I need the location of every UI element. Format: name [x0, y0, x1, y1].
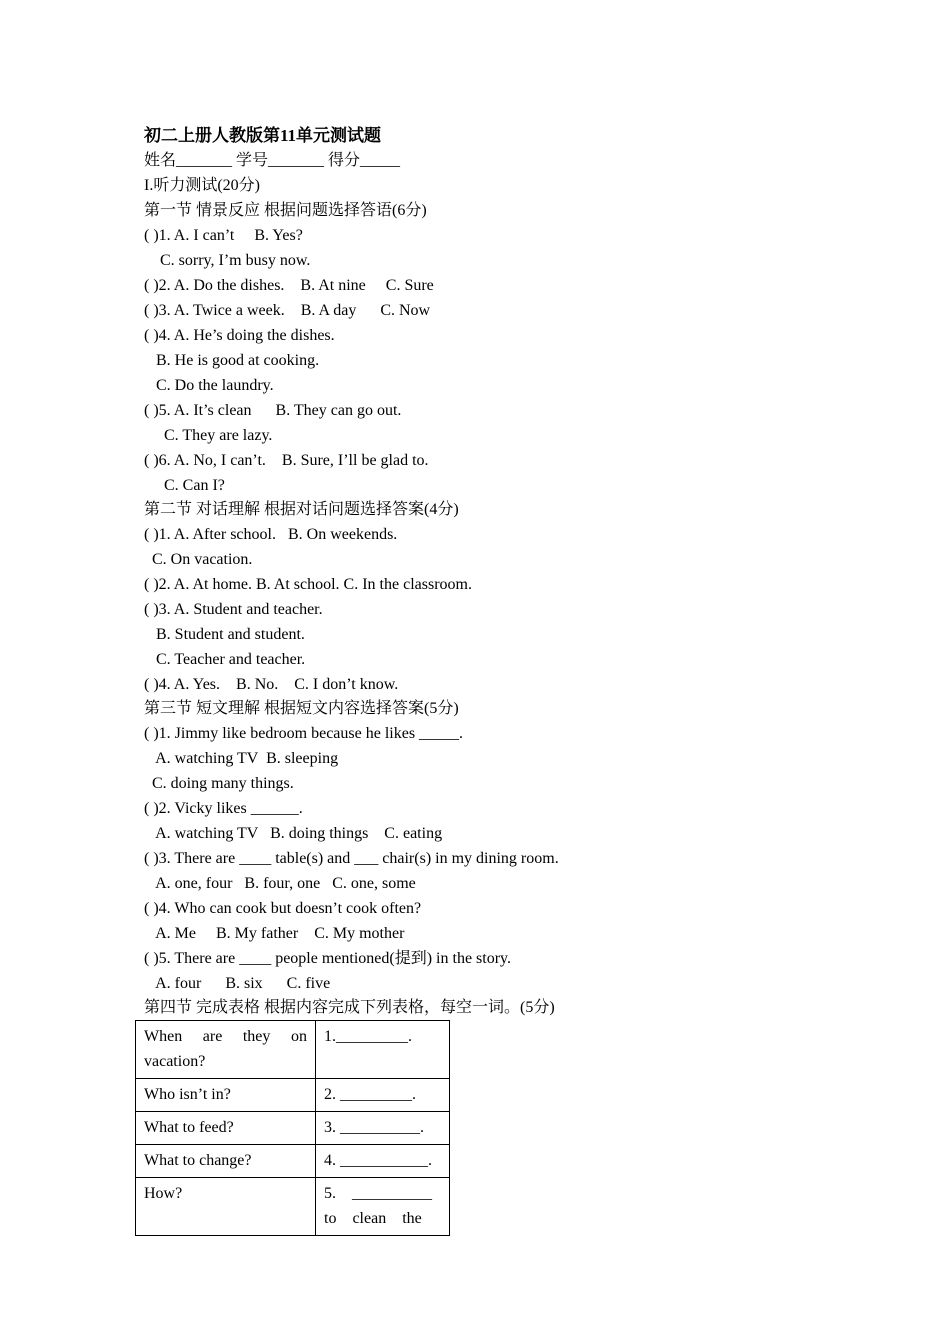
- question-line: ( )3. A. Twice a week. B. A day C. Now: [144, 302, 431, 319]
- question-line: ( )3. A. Student and teacher.: [144, 601, 323, 618]
- section2-heading: 第二节 对话理解 根据对话问题选择答案(4分): [144, 501, 459, 518]
- table-question-cell: What to change?: [136, 1145, 316, 1178]
- section4-heading: 第四节 完成表格 根据内容完成下列表格，每空一词。(5分): [144, 999, 555, 1016]
- part1-heading: I.听力测试(20分): [144, 177, 260, 194]
- table-row: [136, 1021, 450, 1079]
- table-question-text: [144, 1024, 307, 1049]
- table-row: [136, 1145, 450, 1178]
- answer-blank: 4. ___________.: [316, 1145, 450, 1178]
- answer-continuation: to clean the: [324, 1210, 422, 1227]
- question-line: ( )1. A. I can’t B. Yes?: [144, 227, 303, 244]
- option-line: B. Student and student.: [144, 626, 305, 643]
- question-line: ( )2. A. At home. B. At school. C. In the classroom.: [144, 576, 472, 593]
- table-question-cell: Who isn’t in?: [136, 1079, 316, 1112]
- option-line: C. Do the laundry.: [144, 377, 274, 394]
- table-question-text: vacation?: [144, 1053, 206, 1070]
- option-line: A. watching TV B. doing things C. eating: [144, 825, 443, 842]
- option-line: C. doing many things.: [144, 775, 294, 792]
- section1-heading: 第一节 情景反应 根据问题选择答语(6分): [144, 202, 427, 219]
- option-line: C. Can I?: [144, 477, 225, 494]
- table-question-cell: How?: [136, 1178, 316, 1236]
- student-info-line: 姓名_______ 学号_______ 得分_____: [144, 152, 401, 169]
- answer-blank: 3. __________.: [316, 1112, 450, 1145]
- answer-blank: 2. _________.: [316, 1079, 450, 1112]
- table-answer-cell: [316, 1178, 450, 1236]
- question-line: ( )4. A. He’s doing the dishes.: [144, 327, 335, 344]
- option-line: C. Teacher and teacher.: [144, 651, 306, 668]
- question-line: ( )2. Vicky likes ______.: [144, 800, 303, 817]
- question-line: ( )2. A. Do the dishes. B. At nine C. Sure: [144, 277, 434, 294]
- table-answer-cell: [316, 1021, 450, 1079]
- justified-word: are: [202, 1028, 223, 1045]
- option-line: C. On vacation.: [144, 551, 253, 568]
- justified-word: When: [144, 1028, 183, 1045]
- question-line: ( )4. A. Yes. B. No. C. I don’t know.: [144, 676, 399, 693]
- answer-blank: 1._________.: [324, 1028, 412, 1045]
- option-line: A. Me B. My father C. My mother: [144, 925, 405, 942]
- option-line: A. watching TV B. sleeping: [144, 750, 339, 767]
- justified-word: on: [290, 1028, 307, 1045]
- option-line: A. four B. six C. five: [144, 975, 331, 992]
- question-line: ( )6. A. No, I can’t. B. Sure, I’ll be glad to.: [144, 452, 429, 469]
- table-row: [136, 1178, 450, 1236]
- answer-blank: 5. __________: [324, 1185, 432, 1202]
- question-line: ( )5. A. It’s clean B. They can go out.: [144, 402, 402, 419]
- question-line: ( )3. There are ____ table(s) and ___ chair(s) in my dining room.: [144, 850, 559, 867]
- option-line: C. sorry, I’m busy now.: [144, 252, 311, 269]
- option-line: A. one, four B. four, one C. one, some: [144, 875, 416, 892]
- fill-in-table: [135, 1020, 450, 1236]
- question-line: ( )4. Who can cook but doesn’t cook often?: [144, 900, 422, 917]
- question-line: ( )5. There are ____ people mentioned(提到) in the story.: [144, 950, 512, 967]
- option-line: B. He is good at cooking.: [144, 352, 320, 369]
- table-question-cell: [136, 1021, 316, 1079]
- section3-heading: 第三节 短文理解 根据短文内容选择答案(5分): [144, 700, 459, 717]
- table-row: [136, 1112, 450, 1145]
- question-line: ( )1. Jimmy like bedroom because he likes _____.: [144, 725, 464, 742]
- option-line: C. They are lazy.: [144, 427, 273, 444]
- justified-word: they: [242, 1028, 271, 1045]
- table-question-cell: What to feed?: [136, 1112, 316, 1145]
- table-row: [136, 1079, 450, 1112]
- question-line: ( )1. A. After school. B. On weekends.: [144, 526, 398, 543]
- page-title: 初二上册人教版第11单元测试题: [144, 126, 382, 145]
